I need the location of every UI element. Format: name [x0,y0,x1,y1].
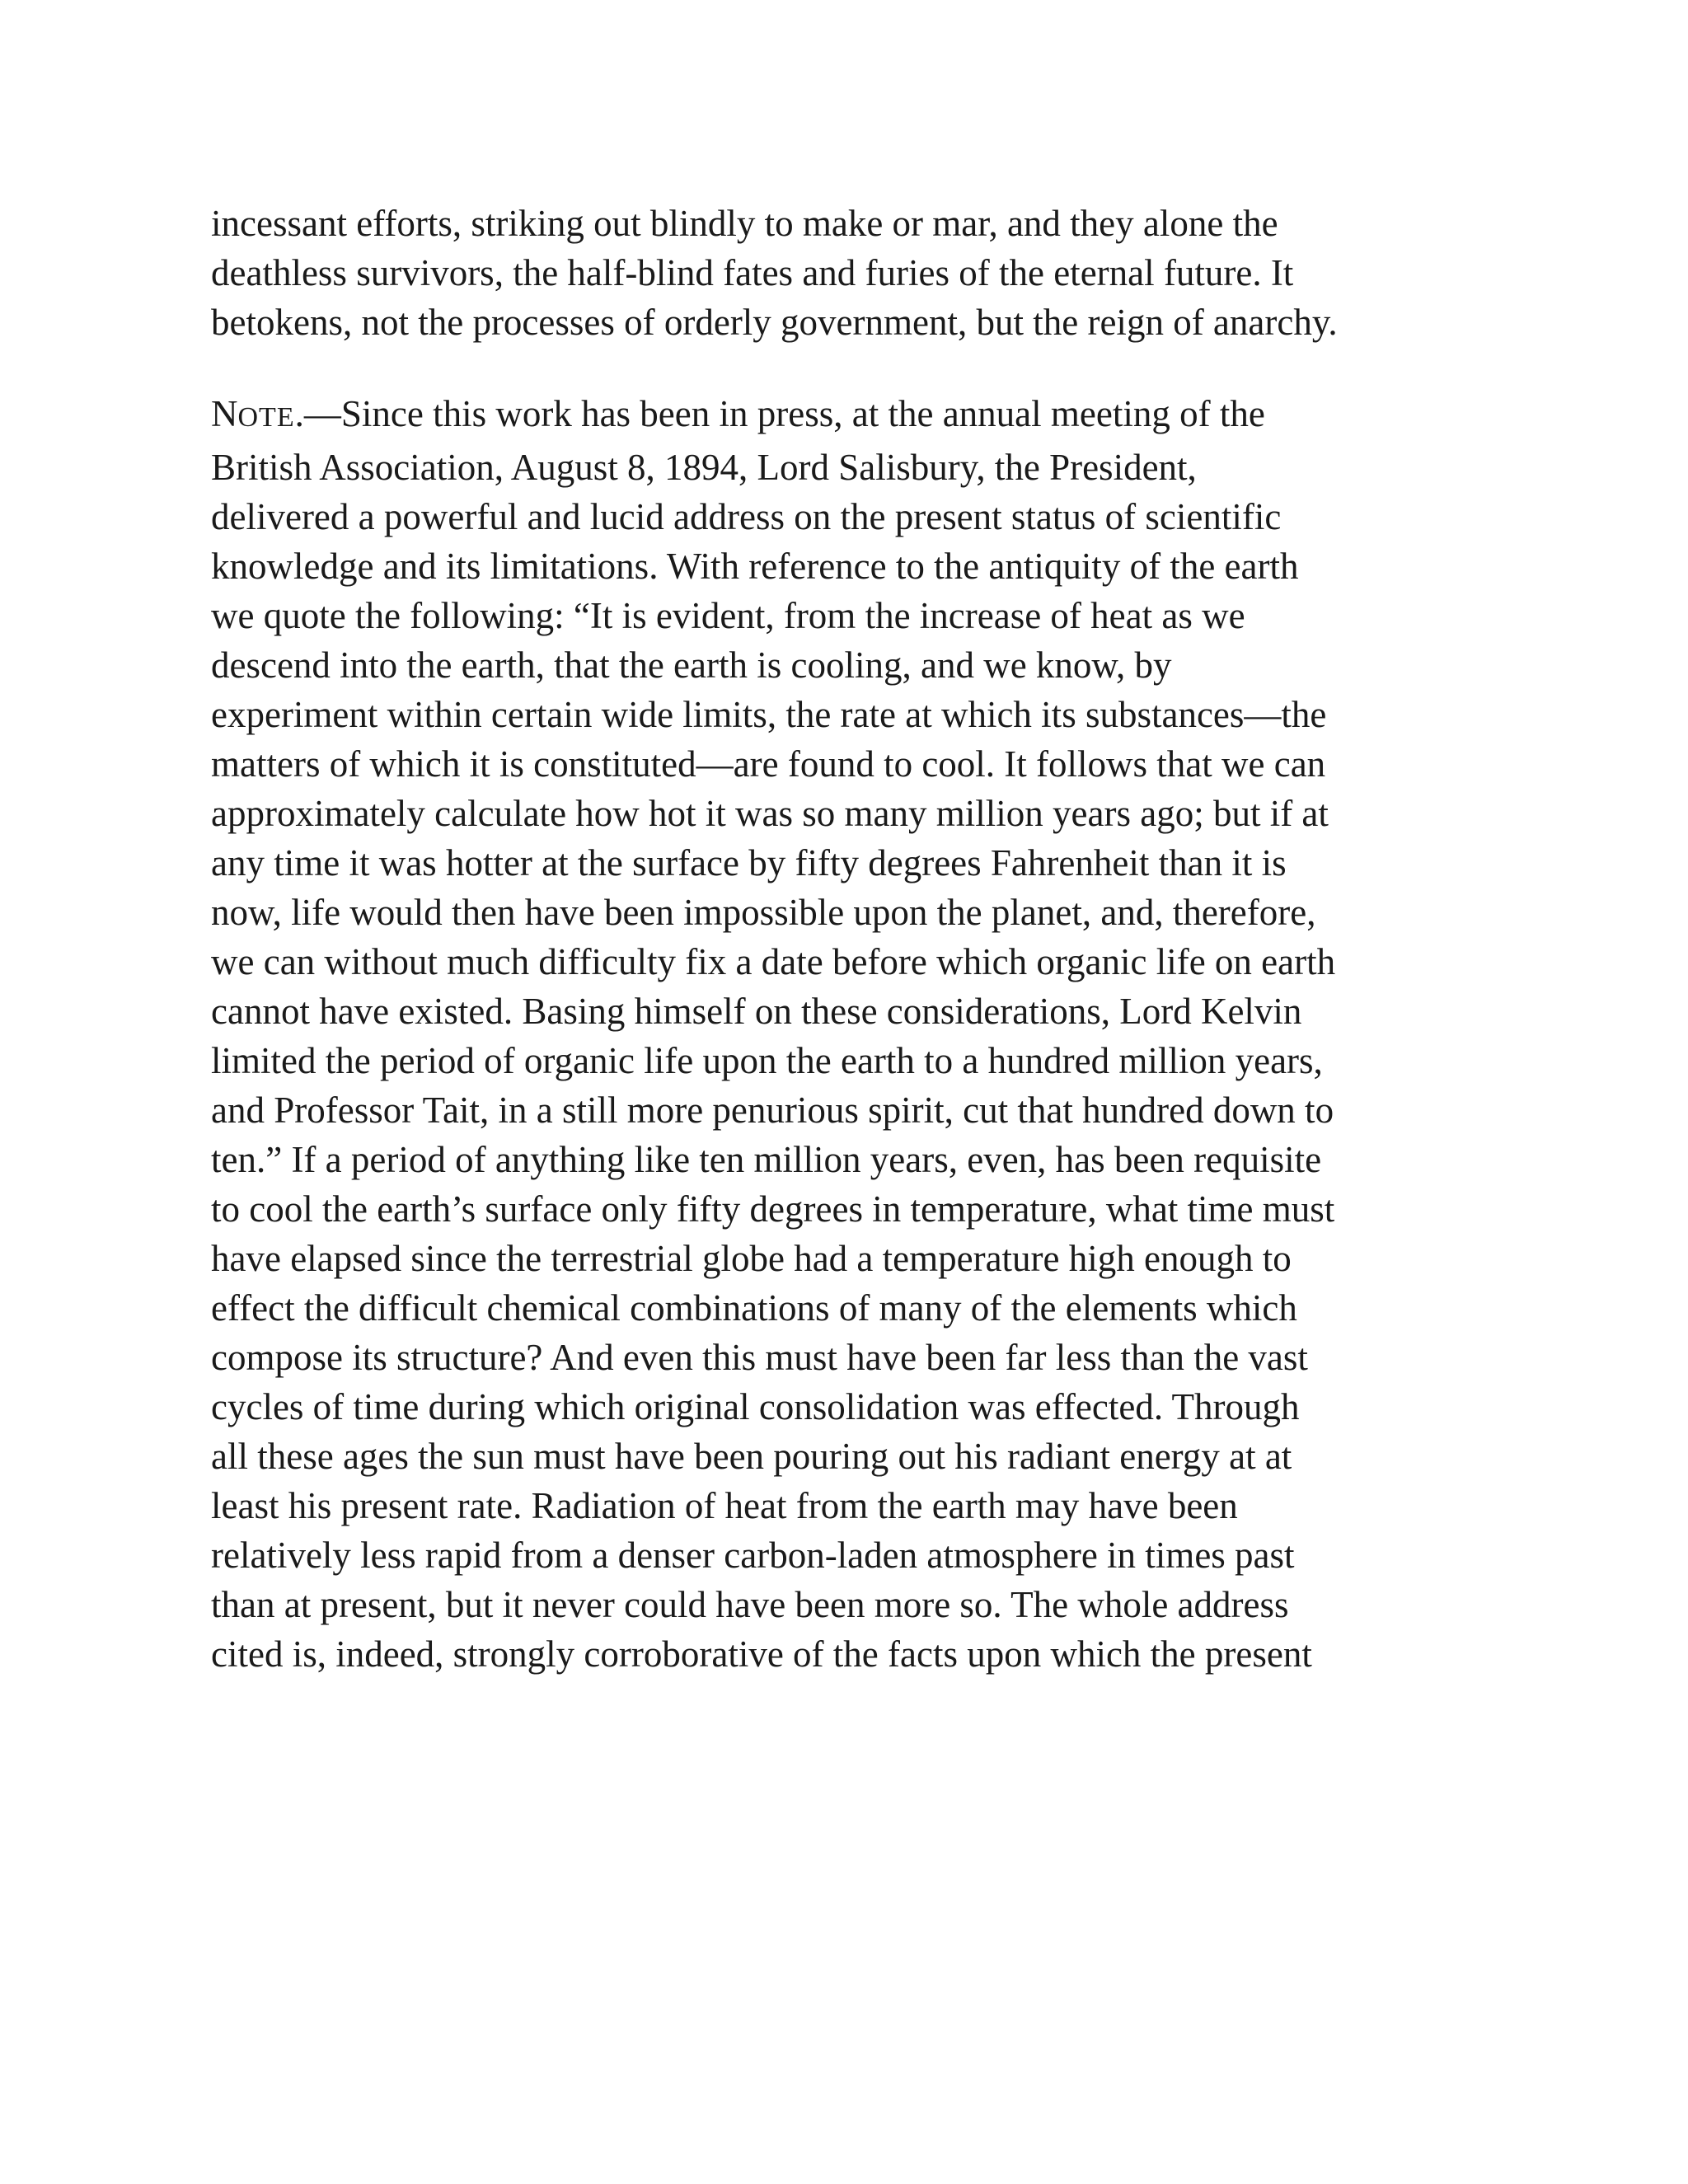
text-line: now, life would then have been impossible upon the planet, and, therefore, [211,892,1316,933]
text-line: to cool the earth’s surface only fifty degrees in temperature, what time must [211,1188,1335,1230]
text-line: any time it was hotter at the surface by fifty degrees Fahrenheit than it is [211,842,1287,883]
text-line: we quote the following: “It is evident, from the increase of heat as we [211,595,1245,636]
note-label-rest: OTE [237,402,295,433]
text-line: delivered a powerful and lucid address on the present status of scientific [211,496,1282,537]
text-line: compose its structure? And even this must have been far less than the vast [211,1337,1308,1378]
text-line: ten.” If a period of anything like ten million years, even, has been requisite [211,1139,1322,1180]
continued-paragraph [211,199,1497,347]
text-line: and Professor Tait, in a still more penurious spirit, cut that hundred down to [211,1090,1334,1131]
note-label-initial: N [211,393,238,434]
text-line: descend into the earth, that the earth is cooling, and we know, by [211,644,1172,686]
text-line: approximately calculate how hot it was so many million years ago; but if at [211,793,1329,834]
text-line: incessant efforts, striking out blindly to make or mar, and they alone the [211,203,1278,244]
text-line: matters of which it is constituted—are found to cool. It follows that we can [211,743,1326,785]
text-line: all these ages the sun must have been pouring out his radiant energy at at [211,1436,1292,1477]
note-paragraph [211,389,1497,1679]
text-line: least his present rate. Radiation of heat from the earth may have been [211,1485,1238,1526]
text-line: have elapsed since the terrestrial globe had a temperature high enough to [211,1238,1292,1279]
text-line: we can without much difficulty fix a date before which organic life on earth [211,941,1336,982]
text-line: British Association, August 8, 1894, Lord Salisbury, the President, [211,447,1197,488]
text-line: than at present, but it never could have been more so. The whole address [211,1584,1289,1625]
text-line: deathless survivors, the half-blind fates and furies of the eternal future. It [211,252,1294,293]
text-line: betokens, not the processes of orderly government, but the reign of anarchy. [211,302,1338,343]
text-line: cited is, indeed, strongly corroborative of the facts upon which the present [211,1633,1312,1675]
note-first-line [211,389,1497,443]
text-line: relatively less rapid from a denser carbon-laden atmosphere in times past [211,1535,1295,1576]
text-line: cannot have existed. Basing himself on these considerations, Lord Kelvin [211,991,1302,1032]
text-line: effect the difficult chemical combinations of many of the elements which [211,1287,1297,1329]
text-line: cycles of time during which original consolidation was effected. Through [211,1386,1300,1427]
text-line: limited the period of organic life upon the earth to a hundred million years, [211,1040,1323,1081]
text-line: knowledge and its limitations. With reference to the antiquity of the earth [211,546,1299,587]
note-first-line-text: .—Since this work has been in press, at the annual meeting of the [294,393,1265,434]
text-line: experiment within certain wide limits, the rate at which its substances—the [211,694,1327,735]
